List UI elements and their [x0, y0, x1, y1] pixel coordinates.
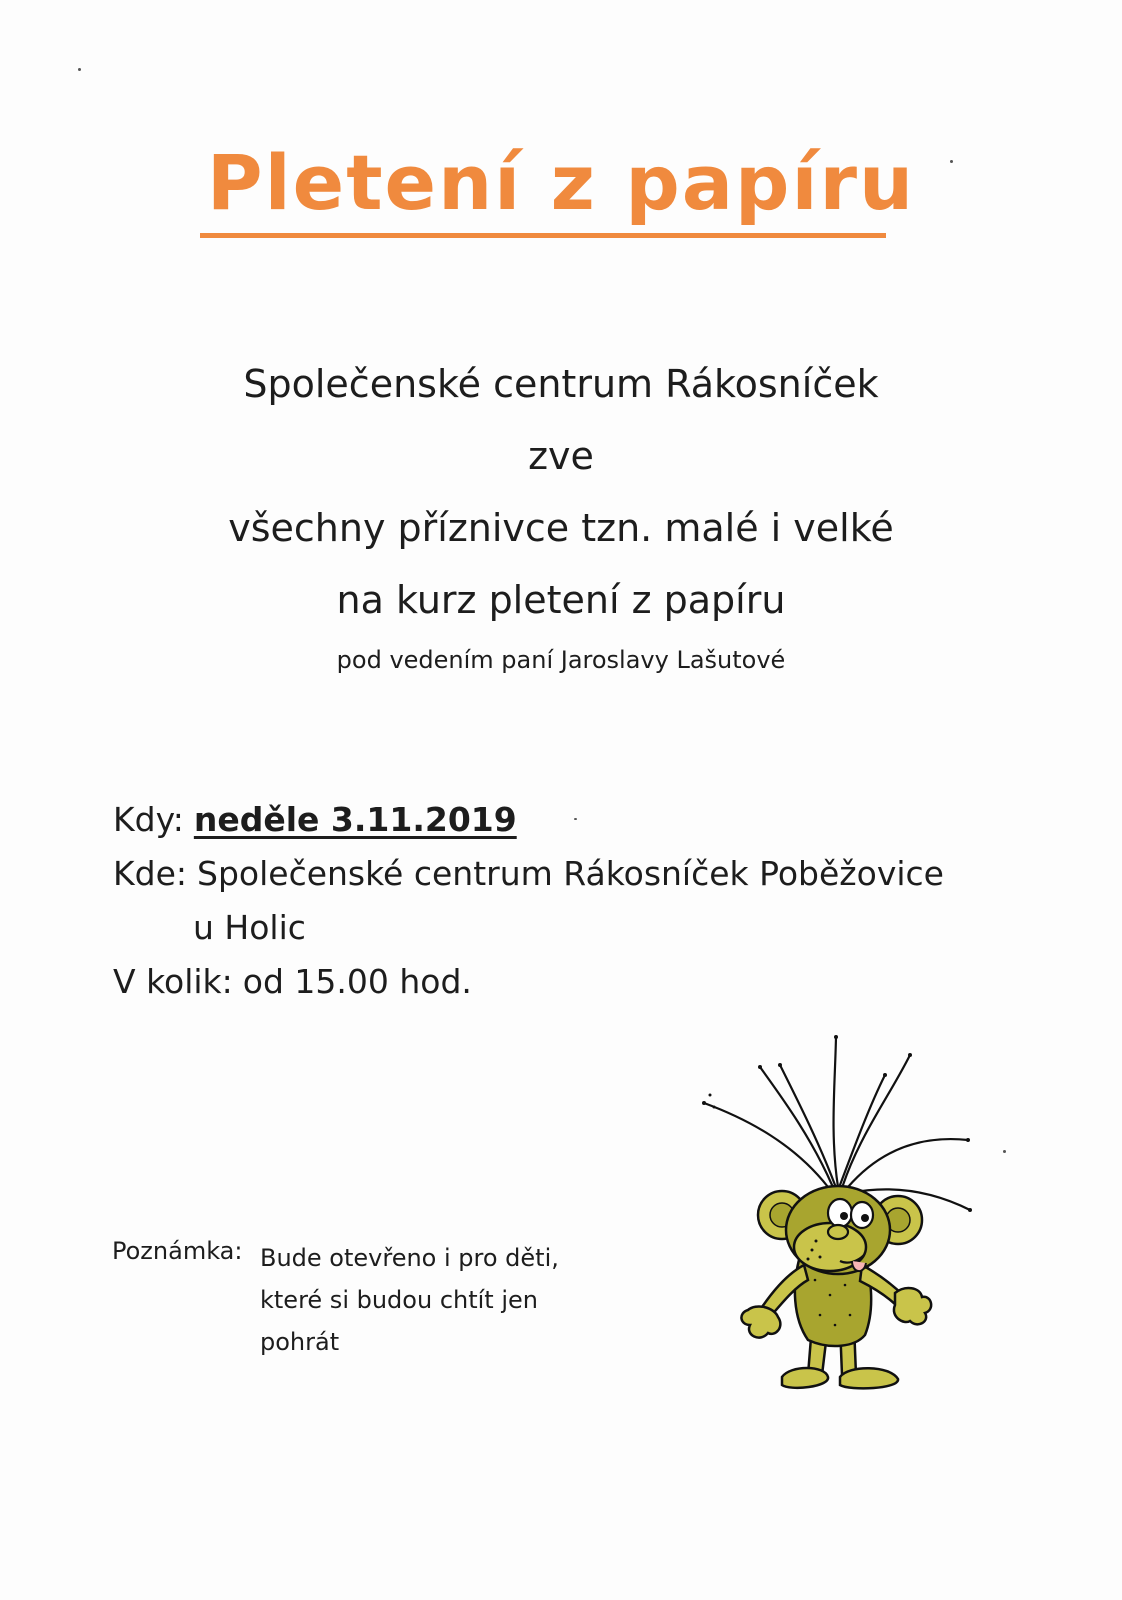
event-location [113, 854, 944, 893]
event-time [113, 962, 472, 1001]
rakosnicek-mascot-illustration [690, 1025, 990, 1415]
time-value: od 15.00 hod. [242, 962, 472, 1001]
title-underline [200, 233, 886, 238]
time-label: V kolik: [113, 962, 233, 1001]
scan-speck [1003, 1150, 1006, 1153]
when-label: Kdy: [113, 800, 184, 839]
invitation-course: na kurz pletení z papíru [336, 578, 786, 622]
event-location-continued: u Holic [193, 908, 306, 947]
scan-speck [78, 68, 81, 71]
invitation-host: Společenské centrum Rákosníček [243, 362, 879, 406]
event-date [113, 800, 517, 839]
poster-title: Pletení z papíru [206, 138, 916, 227]
note-line: pohrát [260, 1328, 340, 1356]
note-text [260, 1237, 620, 1363]
scan-speck [574, 818, 577, 820]
invitation-audience: všechny příznivce tzn. malé i velké [228, 506, 894, 550]
invitation-verb: zve [528, 434, 594, 478]
when-value: neděle 3.11.2019 [193, 800, 517, 839]
note-line: které si budou chtít jen [260, 1286, 538, 1314]
note-line: Bude otevřeno i pro děti, [260, 1244, 559, 1272]
note-label: Poznámka: [112, 1237, 243, 1265]
invitation-instructor: pod vedením paní Jaroslavy Lašutové [336, 646, 786, 674]
where-value: Společenské centrum Rákosníček Poběžovice [197, 854, 944, 893]
where-label: Kde: [113, 854, 188, 893]
